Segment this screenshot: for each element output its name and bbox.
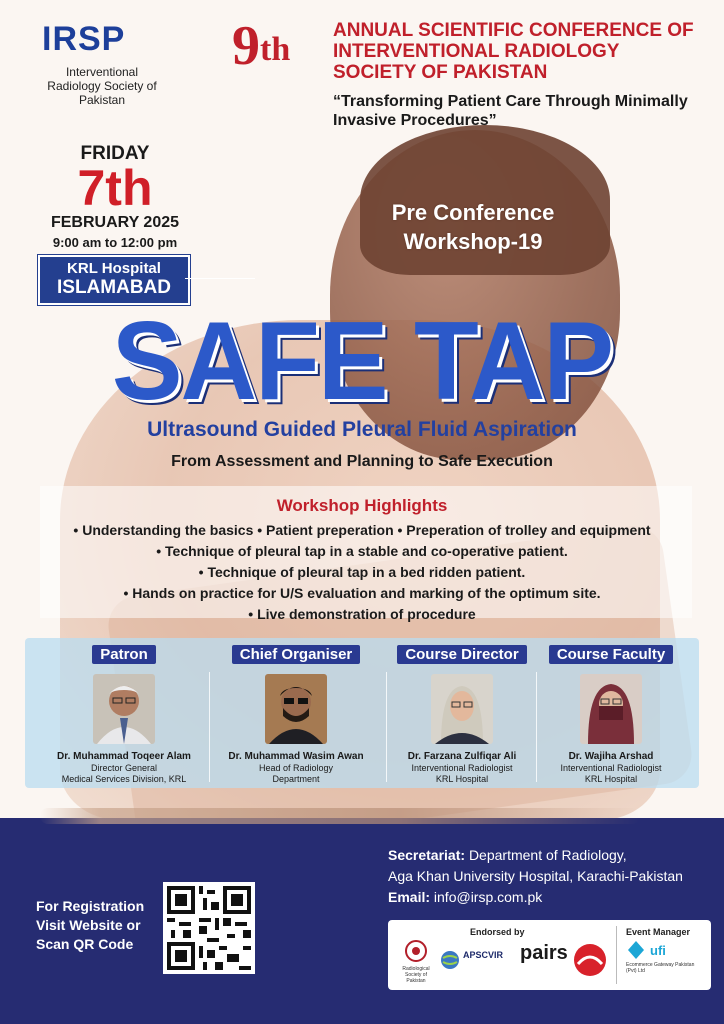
faculty-role: Course Faculty (549, 645, 673, 664)
faculty-title: KRL Hospital (435, 774, 489, 784)
faculty-card-course-director (378, 645, 546, 785)
faculty-title: Interventional Radiologist (411, 763, 513, 773)
red-emblem-logo (570, 942, 610, 984)
highlight-item: • Technique of pleural tap in a bed ridden patient. (198, 564, 526, 580)
faculty-photo (265, 674, 327, 744)
faculty-name: Dr. Muhammad Toqeer Alam (57, 751, 191, 762)
irsp-logo (42, 20, 172, 107)
secretariat-info (388, 845, 718, 908)
highlight-item: • Technique of pleural tap in a stable and co-operative patient. (156, 543, 568, 559)
workshop-line-1: Pre Conference (391, 200, 555, 225)
secretariat-value: Department of Radiology, (468, 847, 627, 863)
highlight-item: • Live demonstration of procedure (248, 606, 476, 622)
faculty-card-course-faculty (527, 645, 695, 785)
faculty-role: Patron (92, 645, 156, 664)
faculty-title: Medical Services Division, KRL (61, 774, 187, 784)
highlight-item: • Understanding the basics • Patient preperation • Preperation of trolley and equipment (73, 522, 651, 538)
event-date: 7th (77, 160, 153, 216)
faculty-title: Department (272, 774, 320, 784)
highlights-list (20, 520, 704, 625)
faculty-photo (431, 674, 493, 744)
edition-number: 9th (232, 15, 291, 77)
venue-line-2: ISLAMABAD (57, 277, 171, 298)
event-month-year: FEBRUARY 2025 (50, 214, 180, 231)
apscvir-logo: APSCVIR (463, 950, 504, 960)
faculty-card-chief-organiser (212, 645, 380, 785)
email-label: Email: (388, 889, 431, 905)
conference-title: ANNUAL SCIENTIFIC CONFERENCE OF INTERVENTIONAL RADIOLOGY SOCIETY OF PAKISTAN (333, 20, 694, 83)
radiological-society-logo: Radiological Society of Pakistan (396, 940, 436, 984)
event-manager-label: Event Manager (626, 927, 691, 937)
pairs-logo: pairs (520, 942, 568, 964)
faculty-role: Course Director (397, 645, 526, 664)
endorsed-by-label: Endorsed by (470, 927, 525, 937)
faculty-role: Chief Organiser (232, 645, 361, 664)
event-manager-logo-text: ufi (650, 942, 666, 958)
highlight-item: • Hands on practice for U/S evaluation and marking of the optimum site. (123, 585, 601, 601)
faculty-photo (580, 674, 642, 744)
faculty-name: Dr. Wajiha Arshad (568, 751, 654, 762)
faculty-name: Dr. Muhammad Wasim Awan (228, 751, 364, 762)
subtitle-secondary: From Assessment and Planning to Safe Execution (171, 453, 553, 470)
faculty-title: Head of Radiology (258, 763, 334, 773)
faculty-photo (93, 674, 155, 744)
registration-line: Visit Website or (36, 917, 141, 933)
globe-logo (440, 950, 460, 974)
email-link[interactable]: info@irsp.com.pk (433, 889, 543, 905)
irsp-logo-text: IRSP (42, 20, 126, 58)
registration-line: For Registration (36, 898, 145, 914)
faculty-title: Director General (90, 763, 158, 773)
workshop-line-2: Workshop-19 (403, 229, 543, 254)
registration-info (36, 897, 166, 954)
venue-badge (38, 255, 190, 305)
conference-tagline: “Transforming Patient Care Through Minimally Invasive Procedures” (333, 93, 688, 129)
main-title: SAFE TAP (111, 299, 613, 423)
faculty-title: Interventional Radiologist (560, 763, 662, 773)
venue-line-1: KRL Hospital (67, 260, 161, 277)
faculty-title: KRL Hospital (584, 774, 638, 784)
pointer-line (185, 278, 255, 279)
footer-brush-stroke (40, 808, 640, 824)
subtitle: Ultrasound Guided Pleural Fluid Aspiration (147, 418, 577, 441)
registration-qr-code[interactable] (163, 882, 255, 974)
endorsement-separator (616, 926, 617, 984)
faculty-name: Dr. Farzana Zulfiqar Ali (407, 751, 517, 762)
faculty-card-patron (40, 645, 208, 785)
workshop-label (368, 198, 578, 256)
event-manager-logo (626, 940, 706, 974)
highlights-heading: Workshop Highlights (276, 496, 448, 515)
secretariat-line-2: Aga Khan University Hospital, Karachi-Pakistan (388, 868, 683, 884)
event-manager-name: Ecommerce Gateway Pakistan (Pvt) Ltd (626, 962, 695, 974)
faculty-divider (209, 672, 210, 782)
event-time: 9:00 am to 12:00 pm (52, 235, 178, 250)
irsp-logo-subtitle: Interventional Radiology Society of Pakistan (47, 65, 157, 107)
event-day: FRIDAY (80, 143, 150, 164)
secretariat-label: Secretariat: (388, 847, 466, 863)
registration-line: Scan QR Code (36, 936, 134, 952)
